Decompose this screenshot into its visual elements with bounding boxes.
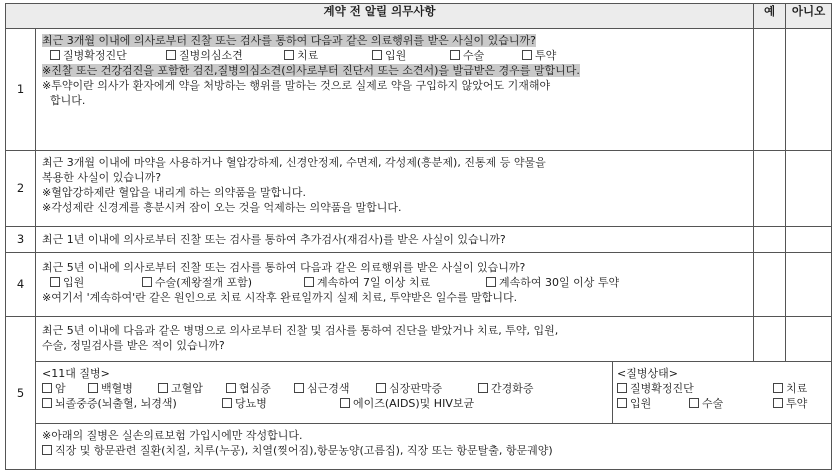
checkbox-icon	[450, 50, 460, 60]
checkbox-icon	[158, 383, 168, 393]
checkbox-icon	[372, 50, 382, 60]
checkbox-icon	[617, 383, 627, 393]
checkbox-icon	[284, 50, 294, 60]
header-no: 아니오	[786, 4, 832, 29]
checkbox-icon	[50, 277, 60, 287]
option-suspicion[interactable]: 질병의심소견	[166, 48, 284, 63]
option-stroke[interactable]: 뇌졸중증(뇌출혈, 뇌경색)	[42, 396, 222, 411]
question-text: 최근 3개월 이내에 마약을 사용하거나 혈압강하제, 신경안정제, 수면제, 각성제(흥분제), 진통제 등 약물을	[42, 156, 546, 169]
question-content-2	[36, 151, 754, 227]
note-text: ※각성제란 신경계를 흥분시켜 잠이 오는 것을 억제하는 의약품을 말합니다.	[42, 201, 402, 214]
disease-list	[36, 362, 613, 424]
question-text: 최근 1년 이내에 의사로부터 진찰 또는 검사를 통하여 추가검사(재검사)를 받은 사실이 있습니까?	[42, 233, 506, 246]
question-content-4	[36, 253, 754, 317]
checkbox-icon	[478, 383, 488, 393]
status-options-row2	[617, 396, 825, 411]
q5-extra-row	[6, 424, 832, 470]
answer-no-cell[interactable]	[786, 227, 832, 253]
note-text: ※여기서 '계속하여'란 같은 원인으로 치료 시작후 완료일까지 실제 치료, 투약받은 일수를 말합니다.	[42, 291, 518, 304]
status-options-row1	[617, 381, 825, 396]
note-text: ※투약이란 의사가 환자에게 약을 처방하는 행위를 말하는 것으로 실제로 약을 구입하지 않았어도 기재해야	[42, 79, 551, 92]
question-row-1	[6, 29, 832, 151]
extra-option[interactable]: 직장 및 항문관련 질환(치질, 치루(누공), 치열(찢어짐),항문농양(고름집), 직장 또는 항문탈출, 항문궤양)	[42, 443, 825, 458]
checkbox-icon	[486, 277, 496, 287]
checkbox-icon	[294, 383, 304, 393]
note-text: ※진찰 또는 건강검진을 포함한 검진,질병의심소견(의사로부터 진단서 또는 소견서)을 발급받은 경우를 말합니다.	[42, 64, 580, 77]
question-row-2	[6, 151, 832, 227]
header-row	[6, 4, 832, 29]
q1-options	[42, 48, 747, 63]
checkbox-icon	[304, 277, 314, 287]
checkbox-icon	[42, 398, 52, 408]
option-diabetes[interactable]: 당뇨병	[222, 396, 340, 411]
question-row-5	[6, 317, 832, 362]
question-text: 최근 5년 이내에 다음과 같은 병명으로 의사로부터 진찰 및 검사를 통하여 진단을 받았거나 치료, 투약, 입원,	[42, 324, 559, 337]
option-hospitalization[interactable]: 입원	[372, 48, 450, 63]
header-title: 계약 전 알릴 의무사항	[6, 4, 754, 29]
status-title: <질병상태>	[617, 367, 678, 380]
question-row-4	[6, 253, 832, 317]
option-valve-disease[interactable]: 심장판막증	[376, 381, 478, 396]
disease-status	[613, 362, 832, 424]
question-number: 2	[6, 151, 36, 227]
option-hospitalization[interactable]: 입원	[617, 396, 689, 411]
option-cirrhosis[interactable]: 간경화증	[478, 381, 534, 396]
question-row-3	[6, 227, 832, 253]
option-surgery[interactable]: 수술(제왕절개 포함)	[142, 275, 304, 290]
option-diagnosis[interactable]: 질병확정진단	[50, 48, 166, 63]
option-angina[interactable]: 협심증	[226, 381, 294, 396]
option-medication[interactable]: 투약	[522, 48, 556, 63]
checkbox-icon	[617, 398, 627, 408]
checkbox-icon	[42, 445, 52, 455]
q5-disease-row	[6, 362, 832, 424]
answer-yes-cell[interactable]	[754, 227, 786, 253]
option-medication[interactable]: 투약	[773, 396, 807, 411]
question-number: 4	[6, 253, 36, 317]
answer-yes-cell[interactable]	[754, 317, 786, 362]
question-number: 1	[6, 29, 36, 151]
answer-yes-cell[interactable]	[754, 253, 786, 317]
question-number: 5	[6, 317, 36, 470]
option-confirmed-diagnosis[interactable]: 질병확정진단	[617, 381, 773, 396]
answer-no-cell[interactable]	[786, 29, 832, 151]
question-content-3	[36, 227, 754, 253]
checkbox-icon	[88, 383, 98, 393]
option-surgery[interactable]: 수술	[450, 48, 522, 63]
checkbox-icon	[773, 398, 783, 408]
question-text: 최근 5년 이내에 의사로부터 진찰 또는 검사를 통하여 다음과 같은 의료행위를 받은 사실이 있습니까?	[42, 261, 526, 274]
note-text: ※혈압강하제란 혈압을 내리게 하는 의약품을 말합니다.	[42, 186, 306, 199]
question-content-1	[36, 29, 754, 151]
checkbox-icon	[773, 383, 783, 393]
checkbox-icon	[340, 398, 350, 408]
checkbox-icon	[142, 277, 152, 287]
option-hospitalization[interactable]: 입원	[50, 275, 142, 290]
option-cancer[interactable]: 암	[42, 381, 88, 396]
disease-list-title: <11대 질병>	[42, 367, 110, 380]
answer-yes-cell[interactable]	[754, 29, 786, 151]
answer-no-cell[interactable]	[786, 317, 832, 362]
checkbox-icon	[50, 50, 60, 60]
checkbox-icon	[376, 383, 386, 393]
answer-no-cell[interactable]	[786, 253, 832, 317]
question-text: 수술, 정밀검사를 받은 적이 있습니까?	[42, 339, 225, 352]
disclosure-form	[5, 3, 832, 470]
option-treatment[interactable]: 치료	[284, 48, 372, 63]
option-treatment[interactable]: 치료	[773, 381, 807, 396]
checkbox-icon	[522, 50, 532, 60]
answer-no-cell[interactable]	[786, 151, 832, 227]
header-yes: 예	[754, 4, 786, 29]
checkbox-icon	[226, 383, 236, 393]
disease-options-row2	[42, 396, 606, 411]
option-surgery[interactable]: 수술	[689, 396, 773, 411]
checkbox-icon	[222, 398, 232, 408]
option-leukemia[interactable]: 백혈병	[88, 381, 158, 396]
option-hypertension[interactable]: 고혈압	[158, 381, 226, 396]
q4-options	[42, 275, 747, 290]
note-text: ※아래의 질병은 실손의료보험 가입시에만 작성합니다.	[42, 429, 303, 442]
extra-disease	[36, 424, 832, 470]
checkbox-icon	[42, 383, 52, 393]
question-text: 최근 3개월 이내에 의사로부터 진찰 또는 검사를 통하여 다음과 같은 의료행위를 받은 사실이 있습니까?	[42, 34, 536, 47]
disease-options-row1	[42, 381, 606, 396]
question-number: 3	[6, 227, 36, 253]
checkbox-icon	[166, 50, 176, 60]
checkbox-icon	[689, 398, 699, 408]
option-7day-treatment[interactable]: 계속하여 7일 이상 치료	[304, 275, 486, 290]
note-text: 합니다.	[50, 94, 86, 107]
question-content-5	[36, 317, 754, 362]
answer-yes-cell[interactable]	[754, 151, 786, 227]
option-aids[interactable]: 에이즈(AIDS)및 HIV보균	[340, 396, 474, 411]
option-myocardial-infarction[interactable]: 심근경색	[294, 381, 376, 396]
option-30day-medication[interactable]: 계속하여 30일 이상 투약	[486, 275, 619, 290]
question-text: 복용한 사실이 있습니까?	[42, 171, 162, 184]
